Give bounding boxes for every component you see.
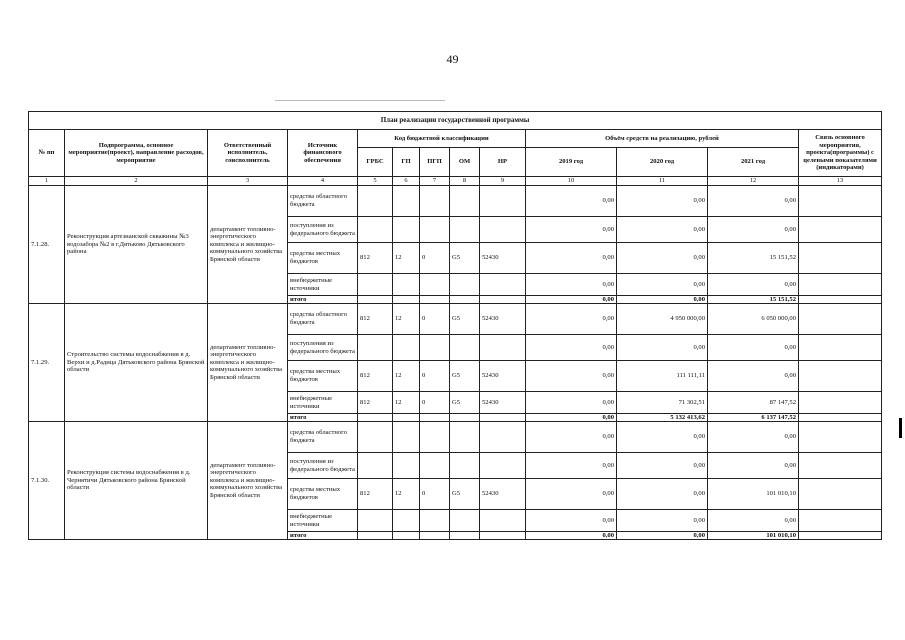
code-om (450, 274, 480, 296)
code-gp: 12 (393, 304, 420, 335)
code-nr (480, 274, 526, 296)
header-grbs: ГРБС (358, 148, 393, 177)
indicator-link (799, 510, 882, 532)
code-nr (480, 510, 526, 532)
code-pgp (420, 217, 450, 243)
code-grbs (358, 532, 393, 540)
code-nr (480, 532, 526, 540)
funding-source: средства местных бюджетов (288, 479, 358, 510)
code-gp (393, 453, 420, 479)
code-gp (393, 274, 420, 296)
col-number: 10 (526, 177, 617, 186)
amount-2021: 0,00 (708, 422, 799, 453)
total-2019: 0,00 (526, 414, 617, 422)
col-number: 11 (617, 177, 708, 186)
header-budget-code: Код бюджетной классификации (358, 130, 526, 148)
code-pgp (420, 274, 450, 296)
indicator-link (799, 274, 882, 296)
code-gp (393, 532, 420, 540)
funding-source: средства местных бюджетов (288, 361, 358, 392)
code-nr (480, 453, 526, 479)
funding-source: поступления из федерального бюджета (288, 453, 358, 479)
amount-2019: 0,00 (526, 243, 617, 274)
total-2021: 101 010,10 (708, 532, 799, 540)
indicator-link (799, 296, 882, 304)
header-gp: ГП (393, 148, 420, 177)
indicator-link (799, 361, 882, 392)
col-number: 4 (288, 177, 358, 186)
code-gp (393, 414, 420, 422)
code-om (450, 510, 480, 532)
amount-2020: 71 302,51 (617, 392, 708, 414)
code-grbs (358, 414, 393, 422)
program-plan-table (28, 111, 882, 540)
code-pgp (420, 510, 450, 532)
indicator-link (799, 186, 882, 217)
code-pgp (420, 532, 450, 540)
header-nr: НР (480, 148, 526, 177)
table-row (29, 186, 882, 217)
total-2021: 6 137 147,52 (708, 414, 799, 422)
funding-source: внебюджетные источники (288, 510, 358, 532)
total-2019: 0,00 (526, 532, 617, 540)
amount-2019: 0,00 (526, 510, 617, 532)
code-nr (480, 422, 526, 453)
scan-edge-mark (899, 418, 902, 438)
table-body (29, 186, 882, 540)
code-grbs (358, 453, 393, 479)
total-2019: 0,00 (526, 296, 617, 304)
amount-2020: 0,00 (617, 335, 708, 361)
amount-2020: 0,00 (617, 186, 708, 217)
header-2020: 2020 год (617, 148, 708, 177)
amount-2020: 0,00 (617, 453, 708, 479)
header-2019: 2019 год (526, 148, 617, 177)
amount-2019: 0,00 (526, 453, 617, 479)
code-nr: 52430 (480, 479, 526, 510)
indicator-link (799, 414, 882, 422)
total-2020: 0,00 (617, 532, 708, 540)
code-om (450, 217, 480, 243)
code-om: G5 (450, 304, 480, 335)
code-nr (480, 335, 526, 361)
code-grbs: 812 (358, 304, 393, 335)
header-om: ОМ (450, 148, 480, 177)
code-pgp (420, 453, 450, 479)
total-2020: 5 132 413,62 (617, 414, 708, 422)
code-gp: 12 (393, 479, 420, 510)
item-responsible: департамент топливно-энергетического комплекса и жилищно-коммунального хозяйства Брянской области (208, 422, 288, 540)
header-2021: 2021 год (708, 148, 799, 177)
amount-2021: 101 010,10 (708, 479, 799, 510)
code-gp: 12 (393, 243, 420, 274)
page-number: 49 (446, 52, 459, 66)
header-responsible: Ответственный исполнитель, соисполнитель (208, 130, 288, 177)
code-grbs: 812 (358, 479, 393, 510)
code-pgp (420, 422, 450, 453)
funding-source: средства областного бюджета (288, 422, 358, 453)
code-nr: 52430 (480, 304, 526, 335)
col-number: 13 (799, 177, 882, 186)
total-label: итого (288, 296, 358, 304)
code-nr: 52430 (480, 243, 526, 274)
code-gp (393, 335, 420, 361)
code-gp (393, 186, 420, 217)
col-number: 1 (29, 177, 65, 186)
code-om (450, 422, 480, 453)
col-number: 9 (480, 177, 526, 186)
code-pgp: 0 (420, 479, 450, 510)
code-pgp: 0 (420, 361, 450, 392)
funding-source: средства областного бюджета (288, 304, 358, 335)
code-om (450, 296, 480, 304)
funding-source: внебюджетные источники (288, 392, 358, 414)
col-number: 7 (420, 177, 450, 186)
amount-2021: 0,00 (708, 274, 799, 296)
funding-source: средства областного бюджета (288, 186, 358, 217)
indicator-link (799, 532, 882, 540)
indicator-link (799, 422, 882, 453)
header-program: Подпрограмма, основное мероприятие(проект), направление расходов, мероприятие (65, 130, 208, 177)
total-label: итого (288, 414, 358, 422)
code-grbs (358, 296, 393, 304)
amount-2019: 0,00 (526, 335, 617, 361)
amount-2021: 0,00 (708, 361, 799, 392)
code-om (450, 453, 480, 479)
code-pgp: 0 (420, 392, 450, 414)
amount-2019: 0,00 (526, 217, 617, 243)
code-nr (480, 186, 526, 217)
col-number: 8 (450, 177, 480, 186)
amount-2019: 0,00 (526, 392, 617, 414)
code-pgp (420, 335, 450, 361)
header-num: № пп (29, 130, 65, 177)
amount-2020: 0,00 (617, 217, 708, 243)
funding-source: внебюджетные источники (288, 274, 358, 296)
amount-2020: 0,00 (617, 479, 708, 510)
column-number-row (29, 177, 882, 186)
funding-source: поступления из федерального бюджета (288, 335, 358, 361)
code-grbs (358, 510, 393, 532)
indicator-link (799, 243, 882, 274)
code-nr: 52430 (480, 392, 526, 414)
code-om: G5 (450, 479, 480, 510)
code-pgp (420, 296, 450, 304)
amount-2020: 4 950 000,00 (617, 304, 708, 335)
code-om (450, 186, 480, 217)
amount-2021: 0,00 (708, 510, 799, 532)
code-om: G5 (450, 361, 480, 392)
amount-2020: 0,00 (617, 274, 708, 296)
header-source: Источник финансового обеспечения (288, 130, 358, 177)
plan-title: План реализации государственной программы (29, 112, 882, 130)
funding-source: поступления из федерального бюджета (288, 217, 358, 243)
code-gp (393, 217, 420, 243)
code-nr (480, 217, 526, 243)
indicator-link (799, 479, 882, 510)
amount-2020: 0,00 (617, 422, 708, 453)
total-2020: 0,00 (617, 296, 708, 304)
amount-2021: 6 050 000,00 (708, 304, 799, 335)
code-om (450, 414, 480, 422)
code-grbs: 812 (358, 361, 393, 392)
code-nr (480, 414, 526, 422)
header-link: Связь основного мероприятия, проекта(программы) с целевыми показателями (индикаторами) (799, 130, 882, 177)
total-2021: 15 151,52 (708, 296, 799, 304)
code-grbs (358, 186, 393, 217)
table-row (29, 304, 882, 335)
col-number: 3 (208, 177, 288, 186)
item-name: Реконструкция артезианской скважины №3 водозабора №2 в г.Дятьково Дятьковского района (65, 186, 208, 304)
table-row (29, 422, 882, 453)
amount-2019: 0,00 (526, 186, 617, 217)
amount-2020: 111 111,11 (617, 361, 708, 392)
amount-2019: 0,00 (526, 422, 617, 453)
item-number: 7.1.28. (29, 186, 65, 304)
code-nr (480, 296, 526, 304)
code-om (450, 335, 480, 361)
code-grbs (358, 217, 393, 243)
amount-2021: 0,00 (708, 453, 799, 479)
item-responsible: департамент топливно-энергетического комплекса и жилищно-коммунального хозяйства Брянской области (208, 304, 288, 422)
funding-source: средства местных бюджетов (288, 243, 358, 274)
item-responsible: департамент топливно-энергетического комплекса и жилищно-коммунального хозяйства Брянской области (208, 186, 288, 304)
code-grbs (358, 335, 393, 361)
header-pgp: ПГП (420, 148, 450, 177)
indicator-link (799, 217, 882, 243)
item-name: Реконструкция системы водоснабжения в д. Чернятичи Дятьковского района Брянской области (65, 422, 208, 540)
code-grbs: 812 (358, 392, 393, 414)
code-grbs: 812 (358, 243, 393, 274)
amount-2019: 0,00 (526, 479, 617, 510)
amount-2021: 15 151,52 (708, 243, 799, 274)
page-top-line (275, 100, 445, 101)
code-gp (393, 510, 420, 532)
code-gp: 12 (393, 361, 420, 392)
col-number: 12 (708, 177, 799, 186)
code-om: G5 (450, 243, 480, 274)
indicator-link (799, 335, 882, 361)
amount-2021: 0,00 (708, 335, 799, 361)
amount-2019: 0,00 (526, 304, 617, 335)
amount-2021: 0,00 (708, 217, 799, 243)
header-volume: Объём средств на реализацию, рублей (526, 130, 799, 148)
amount-2021: 87 147,52 (708, 392, 799, 414)
col-number: 2 (65, 177, 208, 186)
code-nr: 52430 (480, 361, 526, 392)
code-pgp: 0 (420, 243, 450, 274)
col-number: 5 (358, 177, 393, 186)
indicator-link (799, 392, 882, 414)
code-pgp (420, 186, 450, 217)
code-gp (393, 296, 420, 304)
col-number: 6 (393, 177, 420, 186)
total-label: итого (288, 532, 358, 540)
code-om: G5 (450, 392, 480, 414)
code-grbs (358, 274, 393, 296)
item-number: 7.1.30. (29, 422, 65, 540)
code-gp: 12 (393, 392, 420, 414)
amount-2020: 0,00 (617, 243, 708, 274)
amount-2020: 0,00 (617, 510, 708, 532)
item-name: Строительство системы водоснабжения в д. Верхи и д.Радица Дятьковского района Брянской области (65, 304, 208, 422)
code-gp (393, 422, 420, 453)
amount-2021: 0,00 (708, 186, 799, 217)
code-om (450, 532, 480, 540)
code-grbs (358, 422, 393, 453)
indicator-link (799, 453, 882, 479)
indicator-link (799, 304, 882, 335)
amount-2019: 0,00 (526, 361, 617, 392)
code-pgp: 0 (420, 304, 450, 335)
amount-2019: 0,00 (526, 274, 617, 296)
item-number: 7.1.29. (29, 304, 65, 422)
code-pgp (420, 414, 450, 422)
